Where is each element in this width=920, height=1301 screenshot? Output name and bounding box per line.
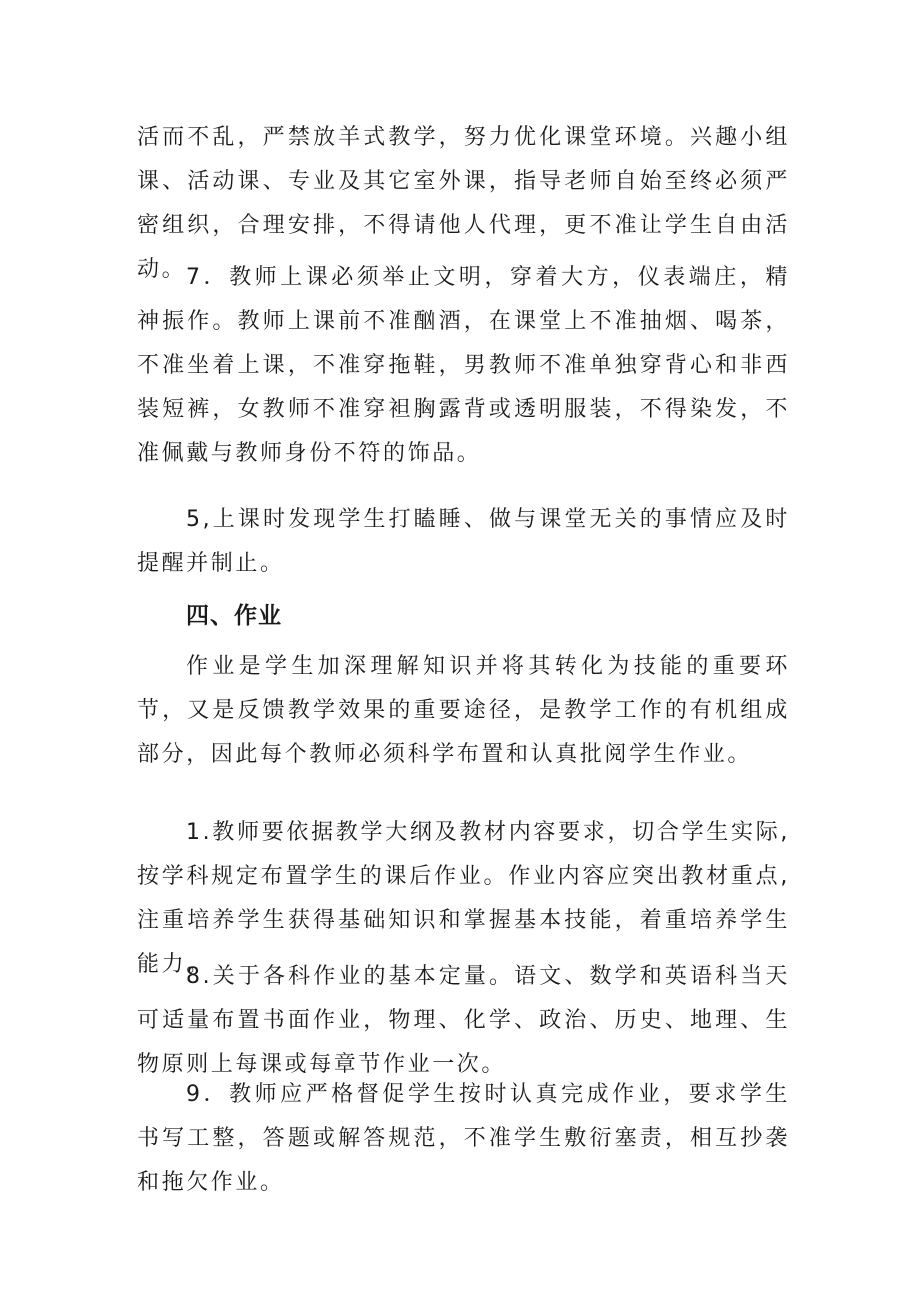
paragraph-classroom-order: 活而不乱，严禁放羊式教学，努力优化课堂环境。兴趣小组课、活动课、专业及其它室外课，指导老师自始至终必须严密组织，合理安排，不得请他人代理，更不准让学生自由活动。 <box>137 125 790 282</box>
paragraph-homework-intro: 作业是学生加深理解知识并将其转化为技能的重要环节，又是反馈教学效果的重要途径，是教学工作的有机组成部分，因此每个教师必须科学布置和认真批阅学生作业。 <box>137 654 790 767</box>
paragraph-student-attention: 5,上课时发现学生打瞌睡、做与课堂无关的事情应及时提醒并制止。 <box>137 507 790 576</box>
paragraph-homework-rule-9: 9．教师应严格督促学生按时认真完成作业，要求学生书写工整，答题或解答规范，不准学生敷衍塞责，相互抄袭和拖欠作业。 <box>137 1082 790 1195</box>
section-heading-homework: 四、作业 <box>186 603 282 629</box>
paragraph-homework-rule-8: 8.关于各科作业的基本定量。语文、数学和英语科当天可适量布置书面作业，物理、化学、政治、历史、地理、生物原则上每课或每章节作业一次。 <box>137 964 790 1077</box>
paragraph-homework-rule-1: 1.教师要依据教学大纲及教材内容要求，切合学生实际,按学科规定布置学生的课后作业。作业内容应突出教材重点,注重培养学生获得基础知识和掌握基本技能，着重培养学生能力。 <box>137 820 790 977</box>
paragraph-teacher-conduct: 7．教师上课必须举止文明，穿着大方，仪表端庄，精神振作。教师上课前不准酗酒，在课堂上不准抽烟、喝茶，不准坐着上课，不准穿拖鞋，男教师不准单独穿背心和非西装短裤，女教师不准穿袒胸露背或透明服装，不得染发，不准佩戴与教师身份不符的饰品。 <box>137 265 790 466</box>
